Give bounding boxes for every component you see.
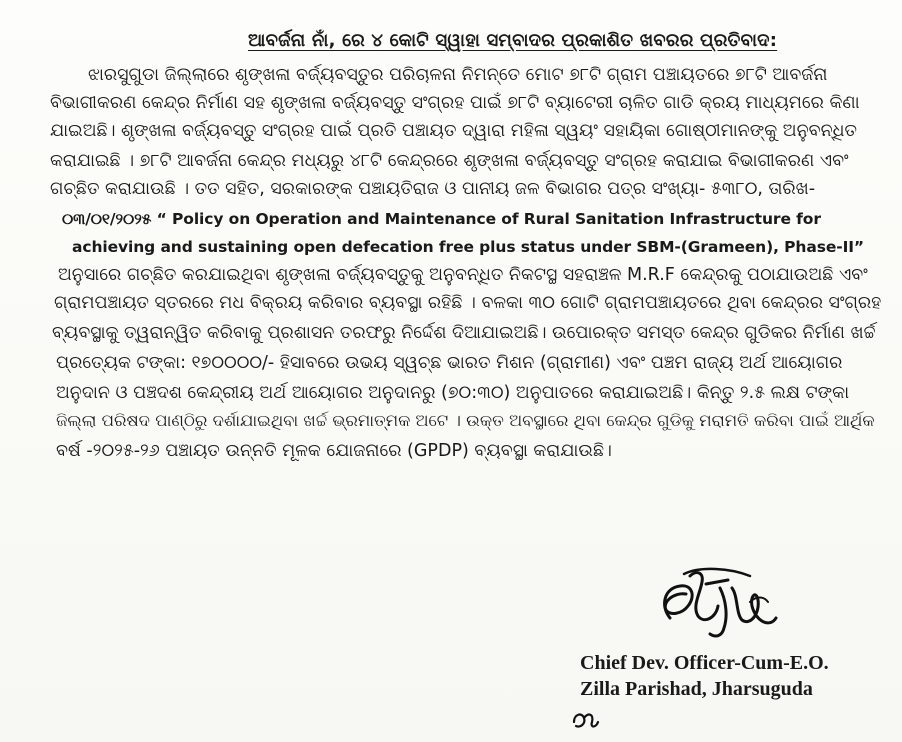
designation: [580, 650, 829, 702]
body-line: ବର୍ଷ -୨୦୨୫-୨୬ ପଞ୍ଚାୟତ ଉନ୍ନତି ମୂଳକ ଯୋଜନାରେ (GPDP) ବ୍ୟବସ୍ଥା କରାଯାଉଛି।: [56, 441, 612, 461]
body-line: ଯାଇଅଛି। ଶୃଙ୍ଖଳା ବର୍ଜ୍ୟବସ୍ତୁ ସଂଗ୍ରହ ପାଇଁ ପ୍ରତି ପଞ୍ଚାୟତ ଦ୍ୱାରା ମହିଳା ସ୍ୱୟଂ ସହାୟିକା ଗୋଷ୍ଠୀମାନଙ୍କୁ ଅନୁବନ୍ଧିତ: [50, 121, 857, 141]
body-line: ବିଭାଗୀକରଣ କେନ୍ଦ୍ର ନିର୍ମାଣ ସହ ଶୃଙ୍ଖଳା ବର୍ଜ୍ୟବସ୍ତୁ ସଂଗ୍ରହ ପାଇଁ ୭୮ଟି ବ୍ୟାଟେରୀ ଚାଳିତ ଗାଡି କ୍ରୟ ମାଧ୍ୟମରେ କିଣା: [50, 93, 860, 113]
body-line: ଜିଲ୍ଲା ପରିଷଦ ପାଣ୍ଠିରୁ ଦର୍ଶାଯାଇଥିବା ଖର୍ଚ୍ଚ ଭ୍ରମାତ୍ମକ ଅଟେ । ଉକ୍ତ ଅବସ୍ଥାରେ ଥିବା କେନ୍ଦ୍ର ଗୁଡିକୁ ମରାମତି କରିବା ପାଇଁ ଆର୍ଥିକ: [56, 411, 875, 430]
body-line: ୦୩/୦୧/୨୦୨୫ “ Policy on Operation and Maintenance of Rural Sanitation Infrastructure for: [62, 210, 821, 228]
body-line: achieving and sustaining open defecation free plus status under SBM-(Grameen), Phase-II”: [72, 238, 865, 256]
designation-office: Zilla Parishad, Jharsuguda: [580, 678, 813, 700]
body-line: ପ୍ରତ୍ୟେକ ଟଙ୍କା: ୧୭୦୦୦୦/- ହିସାବରେ ଉଭୟ ସ୍ୱଚ୍ଛ ଭାରତ ମିଶନ (ଗ୍ରାମୀଣ) ଏବଂ ପଞ୍ଚମ ରାଜ୍ୟ ଅର୍ଥ ଆୟୋଗର: [56, 353, 843, 373]
designation-title: Chief Dev. Officer-Cum-E.O.: [580, 652, 829, 674]
initials-mark: [570, 706, 600, 732]
document-heading: ଆବର୍ଜନା ନାଁ, ରେ ୪ କୋଟି ସ୍ୱାହା ସମ୍ବାଦର ପ୍ରକାଶିତ ଖବରର ପ୍ରତିବାଦ:: [248, 30, 778, 51]
body-line: ଅନୁସାରେ ଗଚ୍ଛିତ କରଯାଇଥିବା ଶୃଙ୍ଖଳା ବର୍ଜ୍ୟବସ୍ତୁକୁ ଅନୁବନ୍ଧିତ ନିକଟସ୍ଥ ସହରାଞ୍ଚଳ M.R.F କେନ୍ଦ୍ରକୁ ପଠାଯାଉଅଛି ଏବଂ: [58, 265, 868, 285]
body-line: ବ୍ୟବସ୍ଥାକୁ ତ୍ୱରାନ୍ୱିତ କରିବାକୁ ପ୍ରଶାସନ ତରଫରୁ ନିର୍ଦ୍ଦେଶ ଦିଆଯାଇଅଛି। ଉପୋରକ୍ତ ସମସ୍ତ କେନ୍ଦ୍ର ଗୁଡିକର ନିର୍ମାଣ ଖର୍ଚ୍ଚ: [52, 323, 876, 343]
signature: [600, 566, 840, 646]
body-line: କରାଯାଇଛି । ୭୮ଟି ଆବର୍ଜନା କେନ୍ଦ୍ର ମଧ୍ୟରୁ ୪୮ଟି କେନ୍ଦ୍ରରେ ଶୃଙ୍ଖଳା ବର୍ଜ୍ୟବସ୍ତୁ ସଂଗ୍ରହ କରାଯାଇ ବିଭାଗୀକରଣ ଏବଂ: [50, 151, 849, 171]
body-line: ଗ୍ରାମପଞ୍ଚାୟତ ସ୍ତରରେ ମଧ ବିକ୍ରୟ କରିବାର ବ୍ୟବସ୍ଥା ରହିଛି । ବଳକା ୩୦ ଗୋଟି ଗ୍ରାମପଞ୍ଚାୟତରେ ଥିବା କେନ୍ଦ୍ରର ସଂଗ୍ରହ: [54, 293, 882, 313]
signature-drawing: [600, 566, 840, 646]
body-line: ଗଚ୍ଛିତ କରାଯାଉଛି । ତତ ସହିତ, ସରକାରଙ୍କ ପଞ୍ଚାୟତିରାଜ ଓ ପାନୀୟ ଜଳ ବିଭାଗର ପତ୍ର ସଂଖ୍ୟା- ୫୩୮୦, ତାରିଖ-: [50, 179, 816, 199]
body-line: ଅନୁଦାନ ଓ ପଞ୍ଚଦଶ କେନ୍ଦ୍ରୀୟ ଅର୍ଥ ଆୟୋଗର ଅନୁଦାନରୁ (୭୦:୩୦) ଅନୁପାତରେ କରାଯାଇଅଛି। କିନ୍ତୁ ୨.୫ ଲକ୍ଷ ଟଙ୍କା: [56, 383, 850, 403]
body-line: ଝାରସୁଗୁଡା ଜିଲ୍ଲାରେ ଶୃଙ୍ଖଳା ବର୍ଜ୍ୟବସ୍ତୁର ପରିଚାଳନା ନିମନ୍ତେ ମୋଟ ୭୮ଟି ଗ୍ରାମ ପଞ୍ଚାୟତରେ ୭୮ଟି ଆବର୍ଜନା: [88, 65, 828, 85]
